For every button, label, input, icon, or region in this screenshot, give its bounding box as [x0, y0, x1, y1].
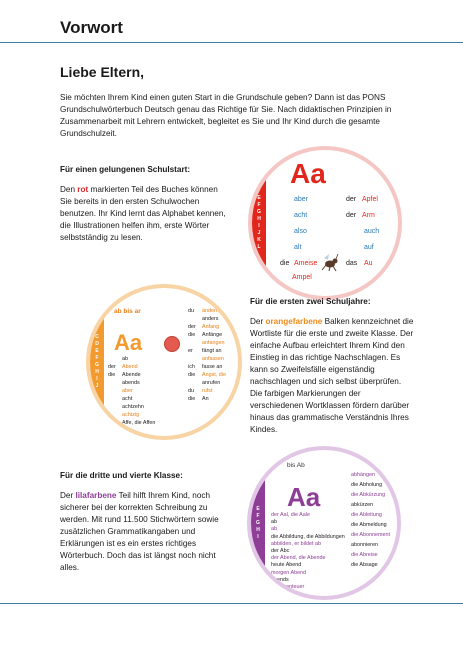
top-rule — [0, 42, 463, 43]
strip-letter: H — [95, 369, 99, 375]
dictionary-word: Anfang — [202, 324, 220, 330]
ball-illustration — [164, 336, 180, 352]
dictionary-word: die Abenteuer — [271, 584, 305, 590]
dictionary-word: die Abonnement — [351, 532, 390, 538]
strip-letter: E — [257, 195, 261, 201]
dictionary-word: ab — [122, 356, 128, 362]
dictionary-word: fasse an — [202, 364, 223, 370]
strip-letter: H — [257, 216, 261, 222]
section-schulstart-heading: Für einen gelungenen Schulstart: — [60, 165, 191, 174]
strip-letter: D — [95, 341, 99, 347]
section-dritte-vierte-text: Der lilafarbene Teil hilft Ihrem Kind, noch sicherer bei der korrekten Schreibung zu werden. Mit rund 11.500 Stichwörtern sowie zusätzlichen Grammatikangaben und Erklärungen ist es ein erstes richtiges Wörterbuch. Doch das ist längst noch nicht alles. — [60, 491, 219, 572]
strip-letter: K — [257, 237, 261, 243]
big-letter-a: Aa — [290, 158, 326, 189]
dictionary-word: die Ableitung — [351, 512, 382, 518]
strip-letter: F — [95, 355, 99, 361]
strip-letter: F — [256, 512, 260, 519]
section-erste-zwei-heading: Für die ersten zwei Schuljahre: — [250, 297, 371, 306]
dictionary-word: abbilden, er bildet ab — [271, 540, 322, 547]
section-schulstart-text: Den rot markierten Teil des Buches können Sie bereits in den ersten Schulwochen benutzen. Ihr Kind lernt das Alphabet kennen, die Illustrationen helfen ihm, erste Wörter selbstständig zu lesen. — [60, 185, 226, 242]
dictionary-word: die — [108, 372, 116, 378]
dictionary-word: ändern — [202, 308, 219, 314]
dictionary-word: abkürzen — [351, 502, 374, 508]
dictionary-word: abends — [122, 380, 140, 386]
word-arm: Arm — [362, 212, 375, 219]
strip-letter: J — [257, 230, 261, 236]
dictionary-word: der Abend, die Abende — [271, 555, 326, 562]
dictionary-word: ab — [271, 519, 277, 526]
highlight-red: rot — [77, 185, 89, 194]
dictionary-word: die — [188, 332, 196, 338]
strip-letter: H — [256, 526, 260, 533]
dictionary-word: Abende — [122, 372, 141, 378]
intro-paragraph: Sie möchten Ihrem Kind einen guten Start in die Grundschule geben? Dann ist das PONS Grundschulwörterbuch Deutsch genau das Richtige für Sie. Nach didaktischen Prinzipien in Zusammenarbeit mit Lehrern entwickelt, begleitet es Sie und Ihr Kind durch die gesamte Grundschulzeit. — [60, 93, 392, 138]
big-letter-a: Aa — [114, 330, 143, 355]
dictionary-word: Angst, die — [202, 372, 226, 378]
dictionary-word: acht — [122, 396, 133, 402]
section-dritte-vierte-heading: Für die dritte und vierte Klasse: — [60, 471, 183, 480]
alphabet-strip-orange — [90, 288, 104, 436]
strip-letter: I — [96, 376, 98, 382]
highlight-purple: lilafarbene — [75, 491, 117, 500]
dictionary-word: abonnieren — [351, 542, 378, 548]
strip-letter: J — [95, 383, 99, 389]
strip-letter: G — [257, 209, 261, 215]
alphabet-strip-red — [252, 150, 266, 296]
dictionary-word: Anfänge — [202, 332, 223, 338]
dictionary-word: rufst — [202, 388, 213, 394]
strip-letter: L — [257, 244, 261, 250]
strip-letter: I — [257, 533, 259, 540]
dictionary-word: anders — [202, 316, 219, 322]
article-die: die — [280, 260, 290, 267]
word-acht: acht — [294, 212, 308, 219]
ant-illustration — [320, 252, 340, 272]
section-erste-zwei-text: Der orangefarbene Balken kennzeichnet die Wortliste für die erste und zweite Klasse. Der einfache Aufbau erleichtert Ihrem Kind den Einstieg in das richtige Nachschlagen. Es kann so Zweifelsfälle eigenständig nachschlagen und sich selbst überprüfen. Die farbigen Markierungen der verschiedenen Wortklassen fördern darüber hinaus das grammatische Verständnis Ihres Kindes. — [250, 317, 414, 434]
word-apfel: Apfel — [362, 196, 378, 203]
strip-letter: G — [95, 362, 99, 368]
dictionary-word: die — [188, 372, 196, 378]
range-header: ab bis ar — [114, 308, 141, 315]
dictionary-word: Abend — [122, 364, 138, 370]
dictionary-word: der — [188, 324, 196, 330]
dictionary-word: du — [188, 388, 194, 394]
dictionary-word: An — [202, 396, 209, 402]
article-das: das — [346, 260, 358, 267]
section-schulstart — [60, 164, 228, 244]
word-au: Au — [364, 260, 373, 267]
dictionary-word: Affe, die Affen — [122, 420, 156, 426]
page-title: Vorwort — [60, 18, 123, 37]
strip-letter: C — [95, 334, 99, 340]
preview-orange-section — [86, 284, 242, 440]
range-header: bis Ab — [287, 462, 305, 469]
dictionary-word: die — [188, 396, 196, 402]
dictionary-word: der Abc — [271, 548, 290, 554]
word-alt: alt — [294, 244, 302, 251]
dictionary-word: der — [108, 364, 116, 370]
dictionary-word: der — [108, 420, 116, 426]
bottom-rule — [0, 603, 463, 604]
dictionary-word: abends — [271, 576, 289, 583]
dictionary-word: achtzig — [122, 412, 140, 418]
strip-letter: E — [256, 505, 260, 512]
section-dritte-vierte — [60, 470, 230, 574]
word-auf: auf — [364, 244, 374, 251]
dictionary-word: die Absage — [351, 562, 378, 568]
dictionary-word: er — [188, 348, 193, 354]
dictionary-word: du — [188, 308, 194, 314]
dictionary-word: der Aal, die Aale — [271, 512, 310, 518]
strip-letter: G — [256, 519, 260, 526]
preview-red-section — [248, 146, 402, 300]
word-aber: aber — [294, 196, 309, 203]
dictionary-word: anfangen — [202, 340, 225, 346]
dictionary-word: anrufen — [202, 380, 221, 386]
word-ampel: Ampel — [292, 274, 312, 281]
dictionary-word: aber — [122, 388, 133, 394]
strip-letter: I — [258, 223, 260, 229]
dictionary-word: die Abbildung, die Abbildungen — [271, 533, 345, 540]
strip-letter: E — [95, 348, 99, 354]
greeting-heading: Liebe Eltern, — [60, 64, 145, 80]
dictionary-word: morgen Abend — [271, 569, 307, 576]
dictionary-word: die Abholung — [351, 482, 383, 488]
dictionary-word: ich — [188, 364, 195, 370]
dictionary-word: fängt an — [202, 348, 222, 354]
article-der: der — [346, 196, 357, 203]
dictionary-word: achtzehn — [122, 404, 144, 410]
highlight-orange: orangefarbene — [265, 317, 323, 326]
dictionary-word: die Abmeldung — [351, 522, 387, 528]
word-ameise: Ameise — [294, 260, 318, 267]
big-letter-a: Aa — [287, 482, 321, 512]
section-erste-zwei — [250, 296, 415, 436]
dictionary-word: die Abkürzung — [351, 492, 386, 498]
dictionary-word: abhängen — [351, 472, 375, 478]
dictionary-word: die Abreise — [351, 552, 378, 558]
word-also: also — [294, 228, 307, 235]
dictionary-word: anfassen — [202, 356, 224, 362]
dictionary-word: ab — [271, 526, 277, 533]
dictionary-word: alle — [122, 428, 131, 434]
article-der: der — [346, 212, 357, 219]
dictionary-word: heute Abend — [271, 562, 302, 569]
preview-purple-section — [247, 446, 401, 600]
word-auch: auch — [364, 228, 380, 235]
alphabet-strip-purple — [251, 450, 265, 596]
strip-letter: F — [257, 202, 261, 208]
